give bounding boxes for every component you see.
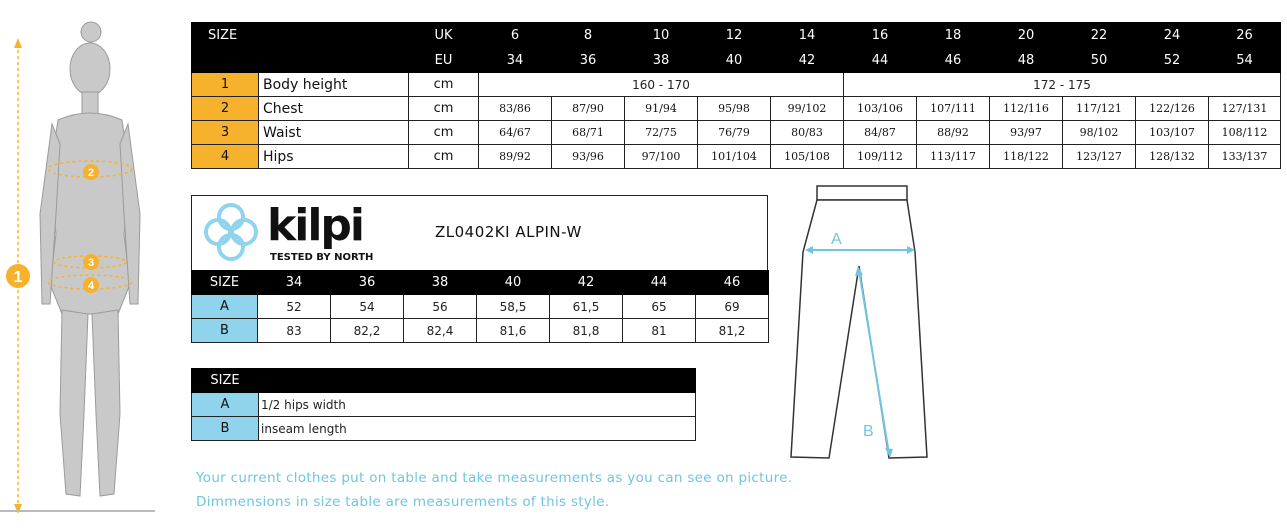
table-cell: 83/86 <box>479 97 552 121</box>
legend-row-a <box>192 393 696 417</box>
row-label: Chest <box>259 97 409 121</box>
row-key-badge: B <box>192 319 258 343</box>
style-measurement-table <box>191 270 769 343</box>
row-label: Hips <box>259 145 409 169</box>
eu-size: 52 <box>1136 48 1209 73</box>
body-size-table <box>191 22 1281 169</box>
kilpi-knot-logo-icon <box>198 200 264 264</box>
table-cell: 89/92 <box>479 145 552 169</box>
uk-label: UK <box>409 23 479 48</box>
table-cell: 64/67 <box>479 121 552 145</box>
table-cell: 118/122 <box>990 145 1063 169</box>
row-unit: cm <box>409 145 479 169</box>
table-cell: 108/112 <box>1209 121 1281 145</box>
table-cell: 127/131 <box>1209 97 1281 121</box>
table-cell: 128/132 <box>1136 145 1209 169</box>
table-cell: 82,2 <box>331 319 404 343</box>
marker-4: 4 <box>87 280 95 292</box>
table-cell: 97/100 <box>625 145 698 169</box>
size-header: SIZE <box>192 369 259 393</box>
uk-size: 24 <box>1136 23 1209 48</box>
row-number-badge: 2 <box>192 97 259 121</box>
pants-label-a: A <box>831 231 842 248</box>
measurement-note: Your current clothes put on table and take measurements as you can see on picture. <box>196 470 793 486</box>
eu-size: 42 <box>771 48 844 73</box>
uk-size: 16 <box>844 23 917 48</box>
eu-size: 38 <box>625 48 698 73</box>
marker-1: 1 <box>13 269 23 286</box>
table-cell: 109/112 <box>844 145 917 169</box>
uk-size: 14 <box>771 23 844 48</box>
uk-size: 8 <box>552 23 625 48</box>
table-cell: 133/137 <box>1209 145 1281 169</box>
uk-size: 20 <box>990 23 1063 48</box>
style-size: 36 <box>331 271 404 295</box>
table-cell: 56 <box>404 295 477 319</box>
size-header-blank <box>192 48 409 73</box>
table-cell: 81,8 <box>550 319 623 343</box>
table-cell: 103/106 <box>844 97 917 121</box>
eu-size: 50 <box>1063 48 1136 73</box>
table-cell: 83 <box>258 319 331 343</box>
eu-size-row <box>192 48 1281 73</box>
chest-row <box>192 97 1281 121</box>
style-size: 38 <box>404 271 477 295</box>
waist-row <box>192 121 1281 145</box>
style-size: 34 <box>258 271 331 295</box>
table-cell: 54 <box>331 295 404 319</box>
table-cell: 117/121 <box>1063 97 1136 121</box>
table-cell: 61,5 <box>550 295 623 319</box>
table-cell: 98/102 <box>1063 121 1136 145</box>
row-key-badge: A <box>192 393 259 417</box>
table-cell: 93/97 <box>990 121 1063 145</box>
hips-row <box>192 145 1281 169</box>
table-cell: 84/87 <box>844 121 917 145</box>
eu-size: 44 <box>844 48 917 73</box>
row-unit: cm <box>409 73 479 97</box>
height-range: 172 - 175 <box>844 73 1281 97</box>
uk-size: 26 <box>1209 23 1281 48</box>
table-cell: 93/96 <box>552 145 625 169</box>
row-label: Waist <box>259 121 409 145</box>
table-cell: 81,2 <box>696 319 769 343</box>
uk-size-row <box>192 23 1281 48</box>
table-cell: 105/108 <box>771 145 844 169</box>
eu-size: 34 <box>479 48 552 73</box>
table-cell: 103/107 <box>1136 121 1209 145</box>
eu-size: 40 <box>698 48 771 73</box>
uk-size: 22 <box>1063 23 1136 48</box>
table-cell: 87/90 <box>552 97 625 121</box>
uk-size: 10 <box>625 23 698 48</box>
table-cell: 88/92 <box>917 121 990 145</box>
eu-label: EU <box>409 48 479 73</box>
pants-measurement-diagram <box>785 182 945 472</box>
style-size: 46 <box>696 271 769 295</box>
table-cell: 81,6 <box>477 319 550 343</box>
style-size: 42 <box>550 271 623 295</box>
eu-size: 48 <box>990 48 1063 73</box>
legend-row-b <box>192 417 696 441</box>
body-height-row <box>192 73 1281 97</box>
uk-size: 18 <box>917 23 990 48</box>
row-number-badge: 1 <box>192 73 259 97</box>
table-cell: 65 <box>623 295 696 319</box>
row-key-badge: A <box>192 295 258 319</box>
table-cell: 82,4 <box>404 319 477 343</box>
style-code: ZL0402KI ALPIN-W <box>435 223 582 241</box>
height-range: 160 - 170 <box>479 73 844 97</box>
table-cell: 112/116 <box>990 97 1063 121</box>
style-row-a <box>192 295 769 319</box>
table-cell: 122/126 <box>1136 97 1209 121</box>
row-label: Body height <box>259 73 409 97</box>
legend-description: 1/2 hips width <box>259 393 696 417</box>
measurement-legend-table <box>191 368 696 441</box>
table-cell: 68/71 <box>552 121 625 145</box>
style-size: 40 <box>477 271 550 295</box>
measurement-note: Dimmensions in size table are measurements of this style. <box>196 494 610 510</box>
row-key-badge: B <box>192 417 259 441</box>
marker-3: 3 <box>87 257 95 269</box>
legend-description: inseam length <box>259 417 696 441</box>
uk-size: 6 <box>479 23 552 48</box>
row-number-badge: 3 <box>192 121 259 145</box>
table-cell: 123/127 <box>1063 145 1136 169</box>
row-number-badge: 4 <box>192 145 259 169</box>
table-cell: 52 <box>258 295 331 319</box>
uk-size: 12 <box>698 23 771 48</box>
table-cell: 107/111 <box>917 97 990 121</box>
pants-label-b: B <box>863 423 874 440</box>
size-header: SIZE <box>192 271 258 295</box>
table-cell: 91/94 <box>625 97 698 121</box>
marker-2: 2 <box>87 167 95 179</box>
table-cell: 113/117 <box>917 145 990 169</box>
brand-tagline: TESTED BY NORTH <box>270 252 374 263</box>
table-cell: 58,5 <box>477 295 550 319</box>
size-header: SIZE <box>192 23 409 48</box>
eu-size: 54 <box>1209 48 1281 73</box>
eu-size: 36 <box>552 48 625 73</box>
body-measurement-figure <box>0 14 160 519</box>
table-cell: 80/83 <box>771 121 844 145</box>
table-cell: 99/102 <box>771 97 844 121</box>
brand-logo-wordmark: kilpi <box>267 200 364 251</box>
legend-header-blank <box>259 369 696 393</box>
style-size: 44 <box>623 271 696 295</box>
table-cell: 72/75 <box>625 121 698 145</box>
row-unit: cm <box>409 121 479 145</box>
table-cell: 81 <box>623 319 696 343</box>
style-row-b <box>192 319 769 343</box>
eu-size: 46 <box>917 48 990 73</box>
style-size-row <box>192 271 769 295</box>
table-cell: 101/104 <box>698 145 771 169</box>
table-cell: 95/98 <box>698 97 771 121</box>
row-unit: cm <box>409 97 479 121</box>
legend-header-row <box>192 369 696 393</box>
table-cell: 76/79 <box>698 121 771 145</box>
table-cell: 69 <box>696 295 769 319</box>
